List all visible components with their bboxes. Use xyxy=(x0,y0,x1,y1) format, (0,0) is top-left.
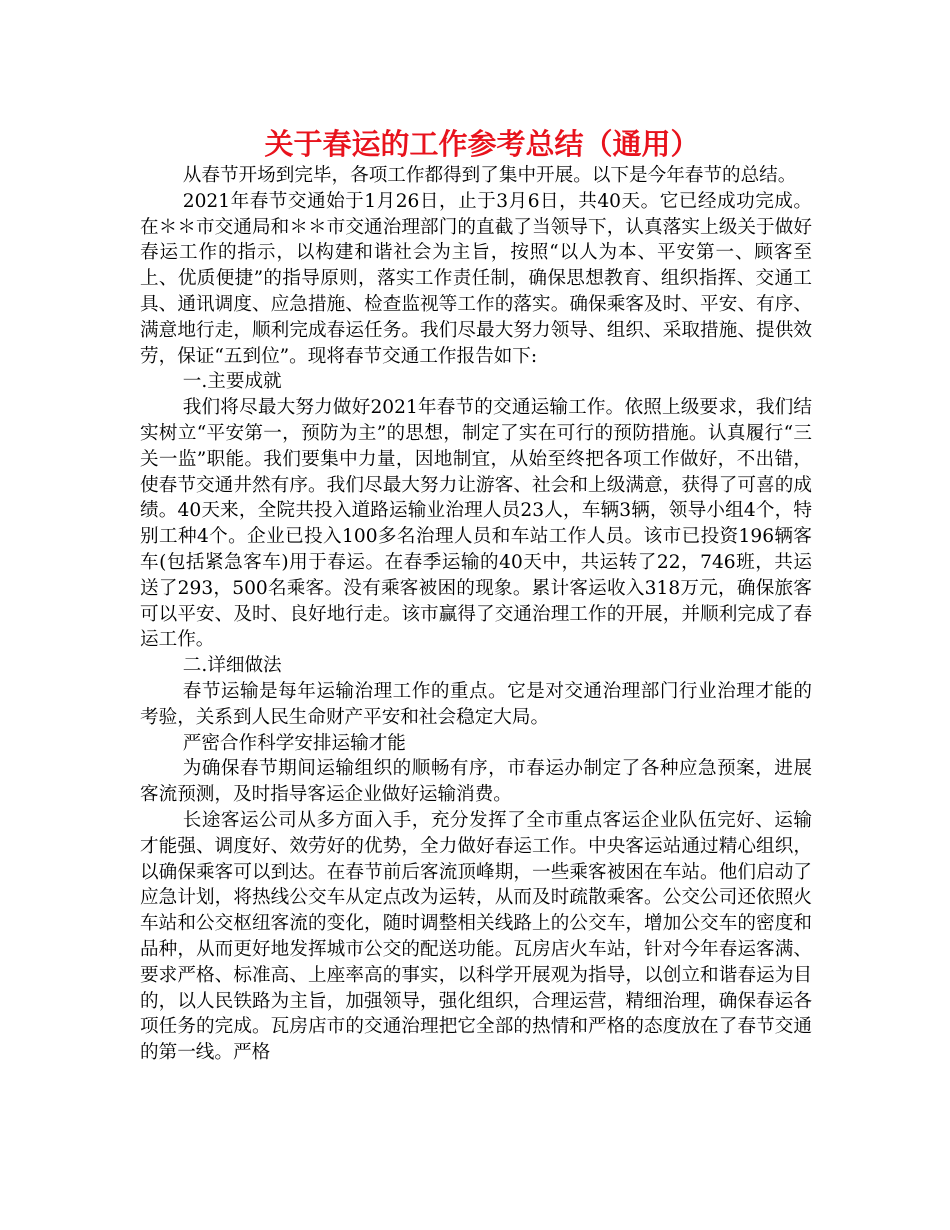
document-body xyxy=(140,163,812,1066)
section-heading: 一.主要成就 xyxy=(182,371,282,393)
body-paragraph: 为确保春节期间运输组织的顺畅有序，市春运办制定了各种应急预案，进展客流预测，及时指导客运企业做好运输消费。 xyxy=(140,758,812,806)
body-paragraph: 我们将尽最大努力做好2021年春节的交通运输工作。依照上级要求，我们结实树立“平安第一，预防为主”的思想，制定了实在可行的预防措施。认真履行“三关一监”职能。我们要集中力量，因地制宜，从始至终把各项工作做好，不出错，使春节交通井然有序。我们尽最大努力让游客、社会和上级满意，获得了可喜的成绩。40天来，全院共投入道路运输业治理人员23人，车辆3辆，领导小组4个，特别工种4个。企业已投入100多名治理人员和车站工作人员。该市已投资196辆客车(包括紧急客车)用于春运。在春季运输的40天中，共运转了22，746班，共运送了293，500名乘客。没有乘客被困的现象。累计客运收入318万元，确保旅客可以平安、及时、良好地行走。该市赢得了交通治理工作的开展，并顺利完成了春运工作。 xyxy=(140,397,812,651)
document-page xyxy=(140,125,812,1066)
section-heading: 二.详细做法 xyxy=(182,655,282,677)
document-title: 关于春运的工作参考总结（通用） xyxy=(264,127,700,161)
body-paragraph: 2021年春节交通始于1月26日，止于3月6日，共40天。它已经成功完成。在＊＊市交通局和＊＊市交通治理部门的直截了当领导下，认真落实上级关于做好春运工作的指示，以构建和谐社会为主旨，按照“以人为本、平安第一、顾客至上、优质便捷”的指导原则，落实工作责任制，确保思想教育、组织指挥、交通工具、通讯调度、应急措施、检查监视等工作的落实。确保乘客及时、平安、有序、满意地行走，顺利完成春运任务。我们尽最大努力领导、组织、采取措施、提供效劳，保证“五到位”。现将春节交通工作报告如下: xyxy=(140,190,812,367)
body-paragraph: 从春节开场到完毕，各项工作都得到了集中开展。以下是今年春节的总结。 xyxy=(182,165,797,186)
section-heading: 严密合作科学安排运输才能 xyxy=(182,732,406,754)
body-paragraph: 长途客运公司从多方面入手，充分发挥了全市重点客运企业队伍完好、运输才能强、调度好、效劳好的优势，全力做好春运工作。中央客运站通过精心组织，以确保乘客可以到达。在春节前后客流顶峰期，一些乘客被困在车站。他们启动了应急计划，将热线公交车从定点改为运转，从而及时疏散乘客。公交公司还依照火车站和公交枢纽客流的变化，随时调整相关线路上的公交车，增加公交车的密度和品种，从而更好地发挥城市公交的配送功能。瓦房店火车站，针对今年春运客满、要求严格、标准高、上座率高的事实，以科学开展观为指导，以创立和谐春运为目的，以人民铁路为主旨，加强领导，强化组织，合理运营，精细治理，确保春运各项任务的完成。瓦房店市的交通治理把它全部的热情和严格的态度放在了春节交通的第一线。严格 xyxy=(140,809,812,1064)
body-paragraph: 春节运输是每年运输治理工作的重点。它是对交通治理部门行业治理才能的考验，关系到人民生命财产平安和社会稳定大局。 xyxy=(140,680,812,728)
